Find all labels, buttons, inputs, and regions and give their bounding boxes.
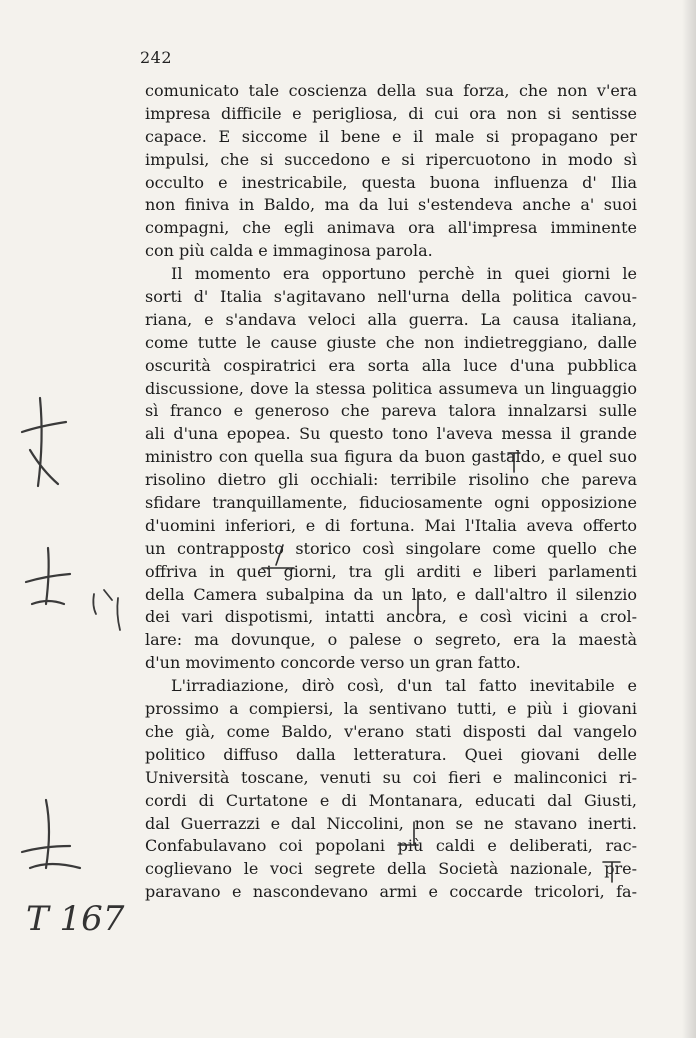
text-line: un contrapposto storico così singolare come quello che bbox=[145, 538, 637, 558]
text-line: paravano e nascondevano armi e coccarde tricolori, fa- bbox=[145, 882, 637, 902]
text-line: dei vari dispotismi, intatti ancora, e così vicini a crol- bbox=[145, 607, 637, 627]
text-line: riana, e s'andava veloci alla guerra. La causa italiana, bbox=[145, 309, 637, 329]
text-line: con più calda e immaginosa parola. bbox=[145, 241, 433, 261]
text-line: Il momento era opportuno perchè in quei giorni le bbox=[171, 264, 637, 284]
text-line: dal Guerrazzi e dal Niccolini, non se ne stavano inerti. bbox=[145, 813, 637, 833]
text-line: capace. E siccome il bene e il male si propagano per bbox=[145, 126, 637, 146]
text-line: impulsi, che si succedono e si ripercuotono in modo sì bbox=[145, 149, 637, 169]
text-line: d'un movimento concorde verso un gran fatto. bbox=[145, 653, 521, 673]
text-line: occulto e inestricabile, questa buona influenza d' Ilia bbox=[145, 172, 637, 192]
text-line: prossimo a compiersi, la sentivano tutti, e più i giovani bbox=[145, 699, 637, 719]
text-line: offriva in quei giorni, tra gli arditi e liberi parlamenti bbox=[145, 561, 637, 581]
text-line: discussione, dove la stessa politica assumeva un linguaggio bbox=[145, 378, 637, 398]
text-line: impresa difficile e perigliosa, di cui ora non si sentisse bbox=[145, 103, 637, 123]
margin-cross-mark bbox=[26, 548, 70, 604]
text-line: lare: ma dovunque, o palese o segreto, era la maestà bbox=[145, 630, 637, 650]
text-line: comunicato tale coscienza della sua forza, che non v'era bbox=[145, 81, 637, 100]
text-line: ministro con quella sua figura da buon gastaldo, e quel suo bbox=[145, 447, 637, 467]
text-line: sorti d' Italia s'agitavano nell'urna della politica cavou- bbox=[145, 287, 637, 307]
text-line: d'uomini inferiori, e di fortuna. Mai l'Italia aveva offerto bbox=[145, 515, 637, 535]
margin-scribble bbox=[93, 590, 120, 630]
text-line: politico diffuso dalla letteratura. Quei giovani delle bbox=[145, 744, 637, 764]
body-text bbox=[145, 80, 637, 904]
margin-t-mark bbox=[22, 398, 66, 486]
text-line: che già, come Baldo, v'erano stati disposti dal vangelo bbox=[145, 721, 637, 741]
margin-cross-mark-lower bbox=[22, 800, 80, 868]
text-line: sfidare tranquillamente, fiduciosamente ogni opposizione bbox=[145, 493, 637, 513]
page-edge-shadow bbox=[682, 0, 696, 1038]
text-line: L'irradiazione, dirò così, d'un tal fatto inevitabile e bbox=[171, 676, 637, 696]
margin-handwritten-note: T 167 bbox=[26, 899, 125, 939]
text-line: non finiva in Baldo, ma da lui s'estendeva anche a' suoi bbox=[145, 195, 637, 215]
text-line: Università toscane, venuti su coi fieri e malinconici ri- bbox=[145, 767, 637, 787]
page-number: 242 bbox=[140, 48, 173, 67]
text-line: compagni, che egli animava ora all'impresa imminente bbox=[145, 218, 637, 238]
text-line: sì franco e generoso che pareva talora innalzarsi sulle bbox=[145, 401, 637, 421]
text-line: come tutte le cause giuste che non indietreggiano, dalle bbox=[145, 332, 637, 352]
text-line: oscurità cospiratrici era sorta alla luce d'una pubblica bbox=[145, 355, 637, 375]
text-line: coglievano le voci segrete della Società nazionale, pre- bbox=[145, 859, 637, 879]
text-line: cordi di Curtatone e di Montanara, educati dal Giusti, bbox=[145, 790, 637, 810]
text-line: risolino dietro gli occhiali: terribile risolino che pareva bbox=[145, 470, 637, 490]
text-line: ali d'una epopea. Su questo tono l'aveva messa il grande bbox=[145, 424, 637, 444]
text-line: Confabulavano coi popolani più caldi e deliberati, rac- bbox=[145, 836, 637, 856]
text-line: della Camera subalpina da un lato, e dall'altro il silenzio bbox=[145, 584, 637, 604]
